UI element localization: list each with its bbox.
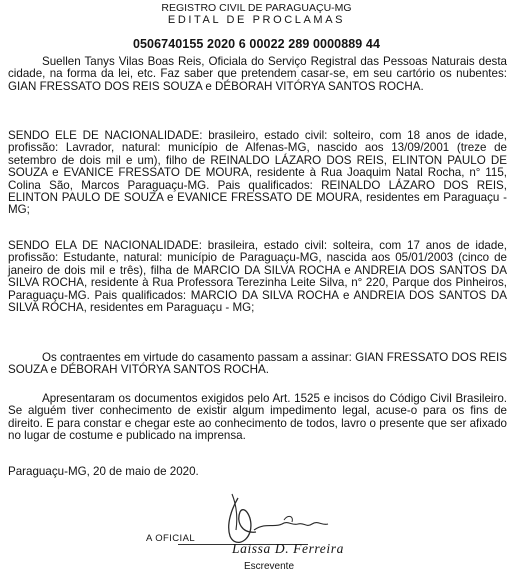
place-date: Paraguaçu-MG, 20 de maio de 2020.: [8, 465, 199, 478]
consent-paragraph: Os contraentes em virtude do casamento passam a assinar: GIAN FRESSATO DOS REIS SOUZA e DÉBORAH VITÓRYA SANTOS ROCHA.: [8, 351, 507, 377]
bride-paragraph: SENDO ELA DE NACIONALIDADE: brasileira, estado civil: solteira, com 17 anos de idade, profissão: Estudante, natural: município de Paraguaçu-MG, nascida aos 05/01/2003 (cinco de janeiro de dois mil e três), filha de MARCIO DA SILVA ROCHA e ANDREIA DOS SANTOS DA SILVA ROCHA, residente à Rua Professora Terezinha Leite Silva, n° 220, Parque dos Pinheiros, Paraguaçu-MG. Pais qualificados: MARCIO DA SILVA ROCHA e ANDREIA DOS SANTOS DA SILVA ROCHA, residentes em Paraguaçu - MG;: [8, 239, 507, 315]
notice-title: EDITAL DE PROCLAMAS: [167, 14, 346, 26]
signature-block: [146, 486, 376, 574]
signature-label: A OFICIAL: [146, 533, 196, 544]
intro-paragraph: Suellen Tanys Vilas Boas Reis, Oficiala do Serviço Registral das Pessoas Naturais desta cidade, na forma da lei, etc. Faz saber que pretendem casar-se, em seu cartório os nubentes: GIAN FRESSATO DOS REIS SOUZA e DÉBORAH VITÓRYA SANTOS ROCHA.: [8, 55, 507, 93]
documents-paragraph: Apresentaram os documentos exigidos pelo Art. 1525 e incisos do Código Civil Brasileiro. Se alguém tiver conhecimento de existir algum impedimento legal, acuse-o para os fins de direito. E para constar e chegar este ao conhecimento de todos, lavro o presente que ser afixado no lugar de costume e publicado na imprensa.: [8, 392, 507, 443]
registry-title: REGISTRO CIVIL DE PARAGUAÇU-MG: [161, 2, 352, 14]
document-number: 0506740155 2020 6 00022 289 0000889 44: [132, 37, 381, 51]
signatory-name: Laissa D. Ferreira: [232, 541, 344, 556]
groom-paragraph: SENDO ELE DE NACIONALIDADE: brasileiro, estado civil: solteiro, com 18 anos de idade, profissão: Lavrador, natural: município de Alfenas-MG, nascido aos 13/09/2001 (treze de setembro de dois mil e um), filho de REINALDO LÁZARO DOS REIS, ELINTON PAULO DE SOUZA e EVANICE FRESSATO DE MOURA, residente à Rua Joaquim Natal Rocha, n° 115, Colina São, Marcos Paraguaçu-MG. Pais qualificados: REINALDO LÁZARO DOS REIS, ELINTON PAULO DE SOUZA e EVANICE FRESSATO DE MOURA, residentes em Paraguaçu - MG;: [8, 129, 507, 217]
signatory-role: Escrevente: [244, 561, 295, 572]
